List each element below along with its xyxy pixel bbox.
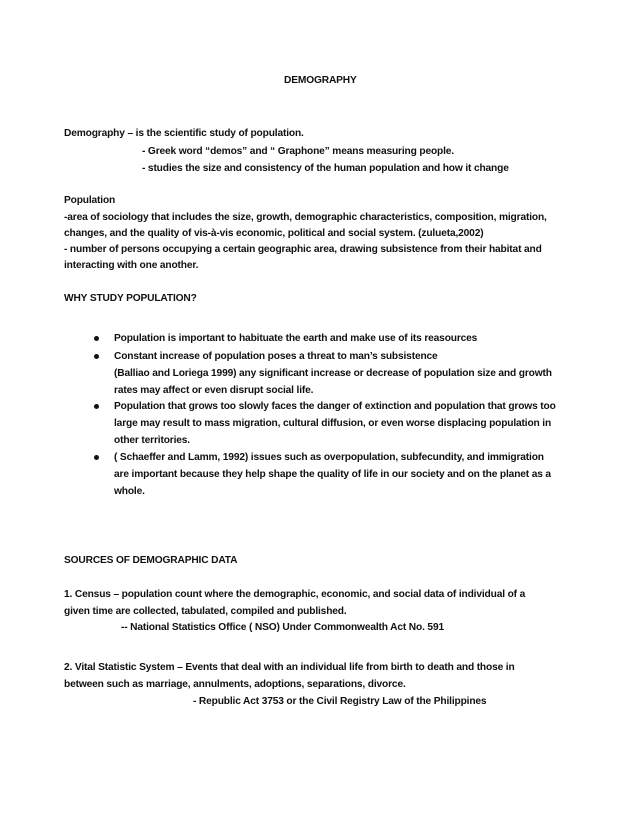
population-line: interacting with one another.	[64, 260, 199, 271]
vital-statistics-definition: between such as marriage, annulments, adoptions, separations, divorce.	[64, 679, 406, 690]
bullet-icon	[94, 404, 99, 409]
bullet-icon	[94, 455, 99, 460]
bullet-text: ( Schaeffer and Lamm, 1992) issues such as overpopulation, subfecundity, and immigration	[114, 452, 544, 463]
bullet-icon	[94, 336, 99, 341]
bullet-text: Population is important to habituate the earth and make use of its reasources	[114, 333, 478, 344]
census-definition: 1. Census – population count where the demographic, economic, and social data of individual of a	[64, 589, 526, 600]
bullet-text: whole.	[114, 486, 145, 497]
bullet-text: other territories.	[114, 435, 190, 446]
census-definition: given time are collected, tabulated, compiled and published.	[64, 606, 347, 617]
why-study-heading: WHY STUDY POPULATION?	[64, 293, 197, 304]
bullet-text: are important because they help shape the quality of life in our society and on the planet as a	[114, 469, 551, 480]
sources-heading: SOURCES OF DEMOGRAPHIC DATA	[64, 555, 238, 566]
bullet-text: rates may affect or even disrupt social life.	[114, 385, 314, 396]
bullet-text: (Balliao and Loriega 1999) any significant increase or decrease of population size and growth	[114, 368, 552, 379]
vital-statistics-definition: 2. Vital Statistic System – Events that deal with an individual life from birth to death and those in	[64, 662, 515, 673]
bullet-text: large may result to mass migration, cultural diffusion, or even worse displacing population in	[114, 418, 552, 429]
demography-etymology: - Greek word “demos” and “ Graphone” means measuring people.	[142, 146, 454, 157]
vital-statistics-law: - Republic Act 3753 or the Civil Registry Law of the Philippines	[193, 696, 487, 707]
demography-definition: Demography – is the scientific study of population.	[64, 128, 304, 139]
bullet-text: Population that grows too slowly faces the danger of extinction and population that grows too	[114, 401, 556, 412]
population-line: -area of sociology that includes the size, growth, demographic characteristics, composition, migration,	[64, 212, 547, 223]
demography-scope: - studies the size and consistency of the human population and how it change	[142, 163, 509, 174]
bullet-text: Constant increase of population poses a threat to man’s subsistence	[114, 351, 438, 362]
population-line: - number of persons occupying a certain geographic area, drawing subsistence from their habitat and	[64, 244, 542, 255]
population-line: changes, and the quality of vis-à-vis economic, political and social system. (zulueta,2002)	[64, 228, 484, 239]
bullet-icon	[94, 354, 99, 359]
population-heading: Population	[64, 195, 116, 206]
census-source: -- National Statistics Office ( NSO) Under Commonwealth Act No. 591	[121, 622, 444, 633]
page-title: DEMOGRAPHY	[284, 75, 357, 86]
